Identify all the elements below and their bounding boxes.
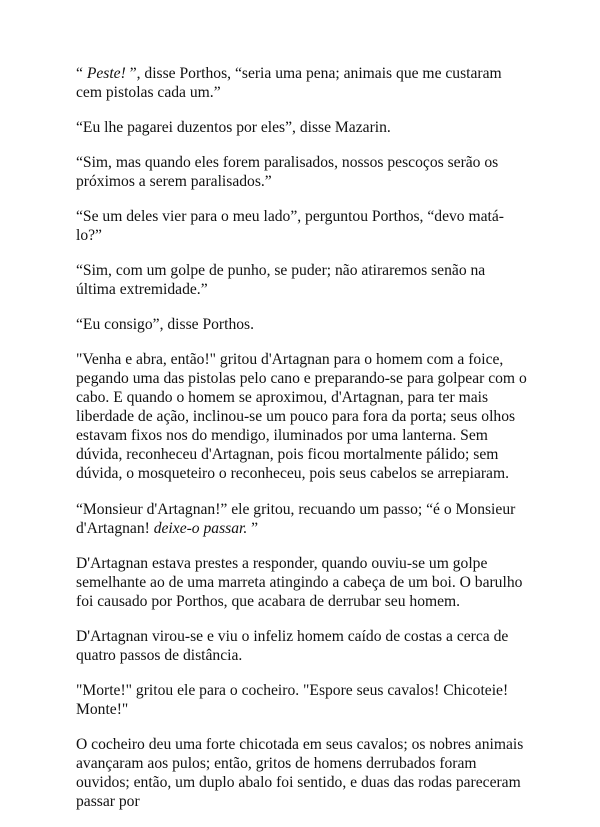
paragraph-12 (76, 735, 528, 811)
paragraph-7-text: "Venha e abra, então!" gritou d'Artagnan para o homem com a foice, pegando uma das pistolas pelo cano e preparando-se para golpear com o cabo. E quando o homem se aproximou, d'Artagnan, para ter mais liberdade de ação, inclinou-se um pouco para fora da porta; seus olhos estavam fixos nos do mendigo, iluminados por uma lanterna. Sem dúvida, reconheceu d'Artagnan, pois ficou mortalmente pálido; sem dúvida, o mosqueteiro o reconheceu, pois seus cabelos se arrepiaram. (76, 351, 527, 482)
paragraph-4-text: “Se um deles vier para o meu lado”, perguntou Porthos, “devo matá-lo?” (76, 208, 504, 244)
paragraph-10-text: D'Artagnan virou-se e viu o infeliz homem caído de costas a cerca de quatro passos de distância. (76, 628, 509, 664)
paragraph-4 (76, 207, 528, 245)
paragraph-8-part-3: ” (247, 520, 259, 537)
paragraph-10 (76, 627, 528, 665)
paragraph-8-part-1: “Monsieur d'Artagnan!” ele gritou, recuando um passo; “é o Monsieur d'Artagnan! (76, 501, 516, 537)
paragraph-5 (76, 261, 528, 299)
document-page (76, 64, 528, 827)
paragraph-1-part-1: “ (76, 65, 87, 82)
paragraph-1-italic-peste: Peste! (86, 65, 126, 82)
paragraph-12-text: O cocheiro deu uma forte chicotada em seus cavalos; os nobres animais avançaram aos pulos; então, gritos de homens derrubados foram ouvidos; então, um duplo abalo foi sentido, e duas das rodas pareceram passar por (76, 736, 524, 810)
paragraph-6 (76, 315, 528, 334)
paragraph-1 (76, 64, 528, 102)
paragraph-11 (76, 681, 528, 719)
paragraph-11-text: "Morte!" gritou ele para o cocheiro. "Espore seus cavalos! Chicoteie! Monte!" (76, 682, 509, 718)
paragraph-9 (76, 554, 528, 611)
paragraph-3 (76, 153, 528, 191)
paragraph-8-italic-deixe-o-passar: deixe-o passar. (153, 520, 248, 537)
paragraph-2-text: “Eu lhe pagarei duzentos por eles”, disse Mazarin. (76, 119, 391, 136)
paragraph-6-text: “Eu consigo”, disse Porthos. (76, 316, 255, 333)
paragraph-8 (76, 500, 528, 538)
paragraph-7 (76, 350, 528, 483)
paragraph-2 (76, 118, 528, 137)
paragraph-1-part-3: ”, disse Porthos, “seria uma pena; animais que me custaram cem pistolas cada um.” (76, 65, 502, 101)
paragraph-3-text: “Sim, mas quando eles forem paralisados, nossos pescoços serão os próximos a serem paralisados.” (76, 154, 499, 190)
paragraph-9-text: D'Artagnan estava prestes a responder, quando ouviu-se um golpe semelhante ao de uma marreta atingindo a cabeça de um boi. O barulho foi causado por Porthos, que acabara de derrubar seu homem. (76, 555, 523, 610)
paragraph-5-text: “Sim, com um golpe de punho, se puder; não atiraremos senão na última extremidade.” (76, 262, 486, 298)
